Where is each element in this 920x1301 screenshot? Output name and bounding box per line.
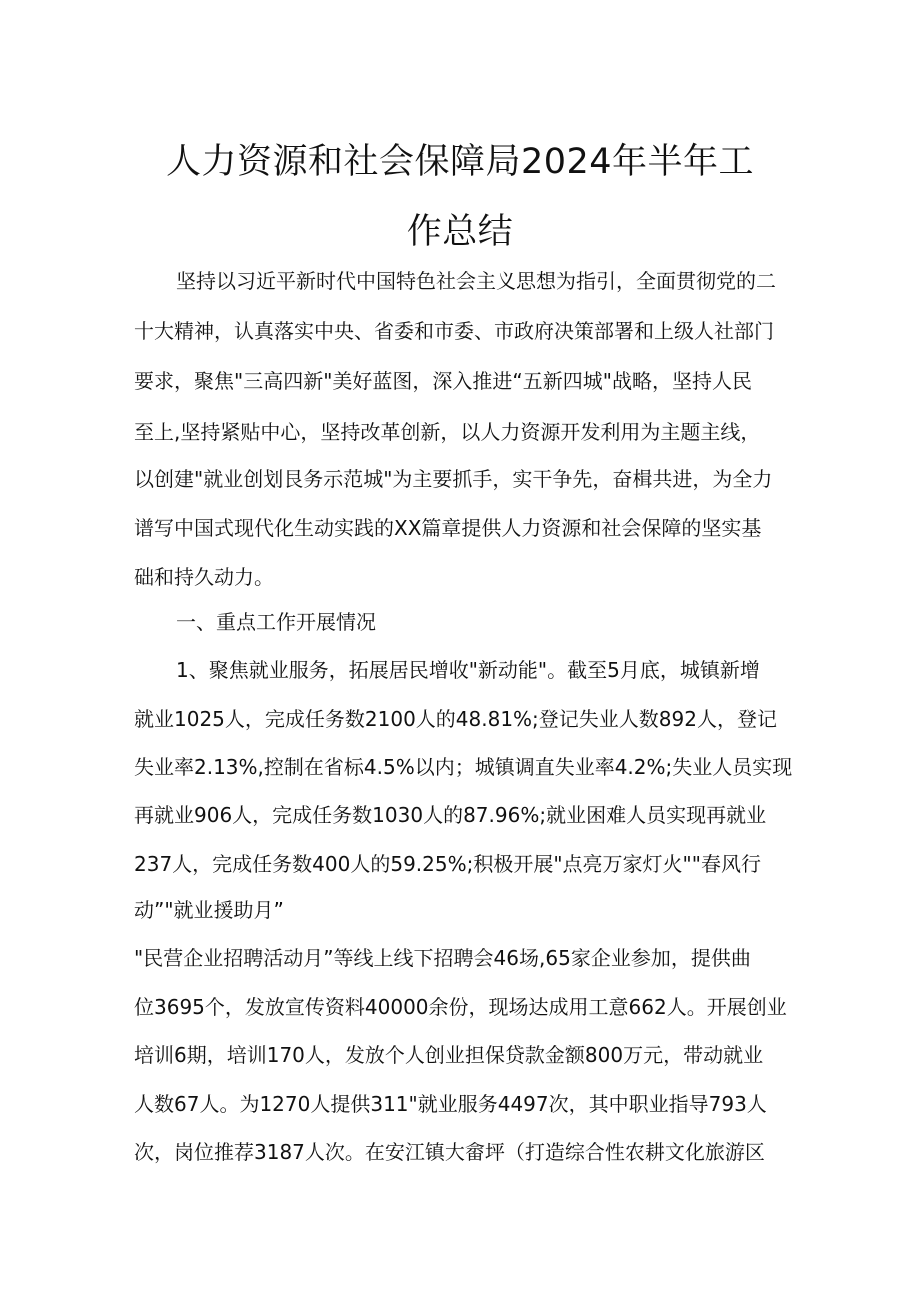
paragraph-line: 再就业906人，完成任务数1030人的87.96%;就业困难人员实现再就业 [134,803,767,827]
paragraph-line: 以创建"就业创划艮务示范城"为主要抓手，实干争先，奋楫共进，为全力 [134,467,773,491]
section-heading: 一、重点工作开展情况 [176,610,376,634]
paragraph-line: 谱写中国式现代化生动实践的XX篇章提供人力资源和社会保障的坚实基 [134,516,762,540]
paragraph-line: "民营企业招聘活动月”等线上线下招聘会46场,65家企业参加，提供曲 [134,946,751,970]
paragraph-line: 237人，完成任务数400人的59.25%;积极开展"点亮万家灯火""春风行 [134,852,761,876]
paragraph-line: 至上,坚持紧贴中心，坚持改革创新，以人力资源开发利用为主题主线， [134,420,761,444]
paragraph-line: 位3695个，发放宣传资料40000余份，现场达成用工意662人。开展创业 [134,995,787,1019]
paragraph-line: 人数67人。为1270人提供311"就业服务4497次，其中职业指导793人 [134,1092,767,1116]
paragraph-line: 动”"就业援助月” [134,898,284,922]
paragraph-line: 坚持以习近平新时代中国特色社会主义思想为指引，全面贯彻党的二 [176,269,776,293]
paragraph-line: 次，岗位推荐3187人次。在安江镇大畲坪（打造综合性农耕文化旅游区 [134,1140,765,1164]
paragraph-line: 要求，聚焦"三高四新"美好蓝图，深入推进“五新四城"战略，坚持人民 [134,369,752,393]
paragraph-line: 十大精神，认真落实中央、省委和市委、市政府决策部署和上级人社部门 [134,319,774,343]
paragraph-line: 1、聚焦就业服务，拓展居民增收"新动能"。截至5月底，城镇新增 [176,658,760,682]
document-title-line-1: 人力资源和社会保障局2024年半年工 [165,142,755,182]
paragraph-line: 础和持久动力。 [134,565,274,589]
paragraph-line: 培训6期，培训170人，发放个人创业担保贷款金额800万元，带动就业 [134,1043,764,1067]
paragraph-line: 失业率2.13%,控制在省标4.5%以内；城镇调直失业率4.2%;失业人员实现 [134,755,793,779]
document-title-line-2: 作总结 [406,212,514,252]
paragraph-line: 就业1025人，完成任务数2100人的48.81%;登记失业人数892人，登记 [134,707,777,731]
